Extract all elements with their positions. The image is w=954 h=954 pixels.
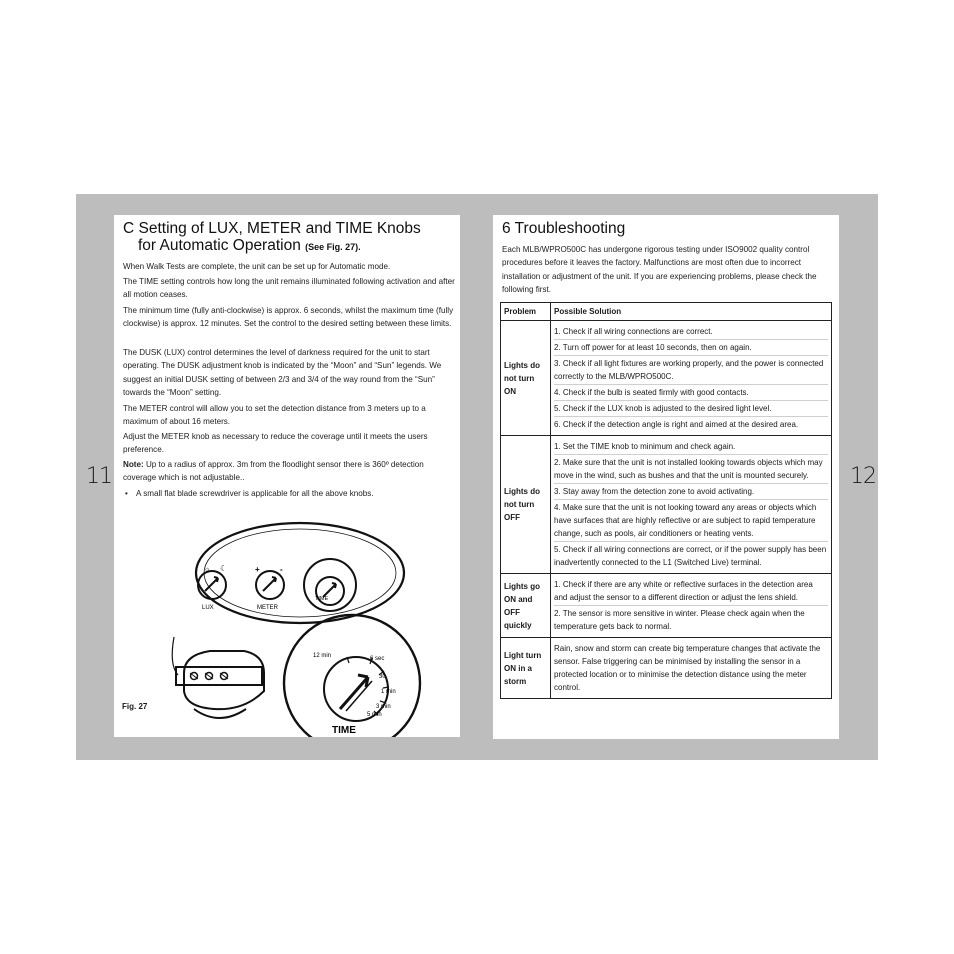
right-page bbox=[493, 215, 839, 739]
meter-plus-label: + bbox=[255, 565, 260, 574]
time-small-label: TIME bbox=[315, 596, 329, 602]
solution-item: 1. Check if all wiring connections are correct. bbox=[554, 324, 828, 340]
table-row bbox=[501, 574, 832, 638]
solution-item: Rain, snow and storm can create big temperature changes that activate the sensor. False triggering can be minimised by installing the sensor in a protected location or to minimise the detection distance using the meter control. bbox=[554, 644, 821, 692]
page-number-left: 11 bbox=[86, 464, 112, 489]
solution-item: 3. Stay away from the detection zone to avoid activating. bbox=[554, 484, 828, 500]
solution-cell bbox=[551, 321, 832, 436]
solution-item: 1. Set the TIME knob to minimum and check again. bbox=[554, 439, 828, 455]
paragraph-meter-adjust: Adjust the METER knob as necessary to reduce the coverage until it meets the users preference. bbox=[123, 432, 428, 455]
meter-knob bbox=[255, 565, 284, 599]
knob-panel-inner bbox=[204, 529, 396, 617]
meter-minus-label: - bbox=[280, 565, 283, 574]
callout-line bbox=[172, 637, 178, 675]
paragraph-note bbox=[123, 458, 455, 485]
time-dial-zoom bbox=[284, 615, 420, 737]
thirty-label: 30 bbox=[379, 674, 386, 680]
sensor-lens bbox=[194, 709, 246, 718]
solution-item: 5. Check if all wiring connections are correct, or if the power supply has been inadvertently connected to the L1 (Switched Live) terminal. bbox=[554, 545, 827, 567]
note-text: Up to a radius of approx. 3m from the floodlight sensor there is 360º detection coverage which is not adjustable.. bbox=[123, 460, 424, 483]
six-sec-label: 6 sec bbox=[370, 656, 385, 662]
paragraph-time-limits: The minimum time (fully anti-clockwise) is approx. 6 seconds, whilst the maximum time (fully clockwise) is approx. 12 minutes. Set the control to the desired setting between these limits. bbox=[123, 306, 454, 329]
solution-item: 4. Make sure that the unit is not looking toward any areas or objects which have surfaces that are highly reflective or are subject to rapid temperature change, such as pools, air conditioners or heating vents. bbox=[554, 500, 828, 542]
troubleshooting-table bbox=[500, 302, 832, 699]
manual-spread bbox=[76, 194, 878, 760]
solution-cell bbox=[551, 436, 832, 574]
sensor-terminal-strip bbox=[176, 667, 262, 685]
paragraph-time-setting: The TIME setting controls how long the unit remains illuminated following activation and after all motion ceases. bbox=[123, 277, 455, 300]
five-min-label: 5 min bbox=[367, 712, 382, 718]
figure-27 bbox=[114, 515, 460, 737]
page-number-right: 12 bbox=[850, 464, 876, 489]
left-page bbox=[114, 215, 460, 737]
paragraph-walk-tests: When Walk Tests are complete, the unit can be set up for Automatic mode. bbox=[123, 262, 391, 271]
note-label: Note: bbox=[123, 460, 144, 469]
twelve-min-label: 12 min bbox=[313, 653, 332, 659]
bullet-icon: • bbox=[125, 489, 128, 498]
lux-knob bbox=[198, 564, 227, 599]
solution-item: 2. Make sure that the unit is not installed looking towards objects which may move in the wind, such as bushes and that the unit is mounted securely. bbox=[554, 455, 828, 484]
bullet-text: A small flat blade screwdriver is applicable for all the above knobs. bbox=[136, 489, 374, 498]
solution-item: 3. Check if all light fixtures are working properly, and the power is connected correctly to the MLB/WPRO500C. bbox=[554, 356, 828, 385]
paragraph-meter-control: The METER control will allow you to set the detection distance from 3 meters up to a maximum of about 16 meters. bbox=[123, 404, 426, 427]
problem-cell: Lights do not turn OFF bbox=[501, 436, 551, 574]
figure-reference: (See Fig. 27). bbox=[305, 242, 361, 252]
time-zoom-ring bbox=[304, 559, 356, 611]
section-heading-line2 bbox=[138, 237, 361, 256]
meter-label: METER bbox=[257, 605, 278, 611]
table-header-row bbox=[501, 303, 832, 321]
problem-cell: Lights do not turn ON bbox=[501, 321, 551, 436]
section-heading-text: for Automatic Operation bbox=[138, 237, 301, 254]
troubleshooting-intro: Each MLB/WPRO500C has undergone rigorous testing under ISO9002 quality control procedures before it leaves the factory. Malfunctions are most often due to incorrect installation or adjustment of the unit. If you are experiencing problems, please check the following first. bbox=[502, 245, 817, 295]
solution-cell bbox=[551, 638, 832, 699]
sun-icon: ☼ bbox=[204, 566, 211, 573]
lux-label: LUX bbox=[202, 605, 214, 611]
time-large-label: TIME bbox=[332, 725, 356, 736]
troubleshooting-heading: 6 Troubleshooting bbox=[502, 220, 626, 237]
paragraph-dusk-control: The DUSK (LUX) control determines the level of darkness required for the unit to start operating. The DUSK adjustment knob is indicated by the “Moon” and “Sun” legends. We suggest an initial DUSK setting of between 2/3 and 3/4 of the way round from the “Sun” towards the “Moon” setting. bbox=[123, 348, 442, 398]
solution-item: 4. Check if the bulb is seated firmly with good contacts. bbox=[554, 385, 828, 401]
one-min-label: 1 min bbox=[381, 689, 396, 695]
section-heading-line1: C Setting of LUX, METER and TIME Knobs bbox=[123, 220, 421, 237]
header-solution: Possible Solution bbox=[551, 303, 832, 321]
three-min-label: 3 min bbox=[376, 704, 391, 710]
knob-panel-outline bbox=[196, 523, 404, 623]
knob-diagram bbox=[114, 515, 460, 737]
solution-item: 6. Check if the detection angle is right and aimed at the desired area. bbox=[554, 420, 799, 429]
solution-item: 2. The sensor is more sensitive in winter. Please check again when the temperature gets back to normal. bbox=[554, 609, 805, 631]
solution-item: 2. Turn off power for at least 10 seconds, then on again. bbox=[554, 340, 828, 356]
table-row bbox=[501, 436, 832, 574]
table-row bbox=[501, 638, 832, 699]
header-problem: Problem bbox=[501, 303, 551, 321]
problem-cell: Lights go ON and OFF quickly bbox=[501, 574, 551, 638]
bullet-item bbox=[123, 487, 455, 500]
solution-cell bbox=[551, 574, 832, 638]
solution-item: 1. Check if there are any white or reflective surfaces in the detection area and adjust the sensor to a different direction or adjust the lens shield. bbox=[554, 577, 828, 606]
figure-caption: Fig. 27 bbox=[122, 702, 148, 711]
solution-item: 5. Check if the LUX knob is adjusted to the desired light level. bbox=[554, 401, 828, 417]
table-row bbox=[501, 321, 832, 436]
problem-cell: Light turn ON in a storm bbox=[501, 638, 551, 699]
moon-icon: ☾ bbox=[220, 564, 228, 573]
